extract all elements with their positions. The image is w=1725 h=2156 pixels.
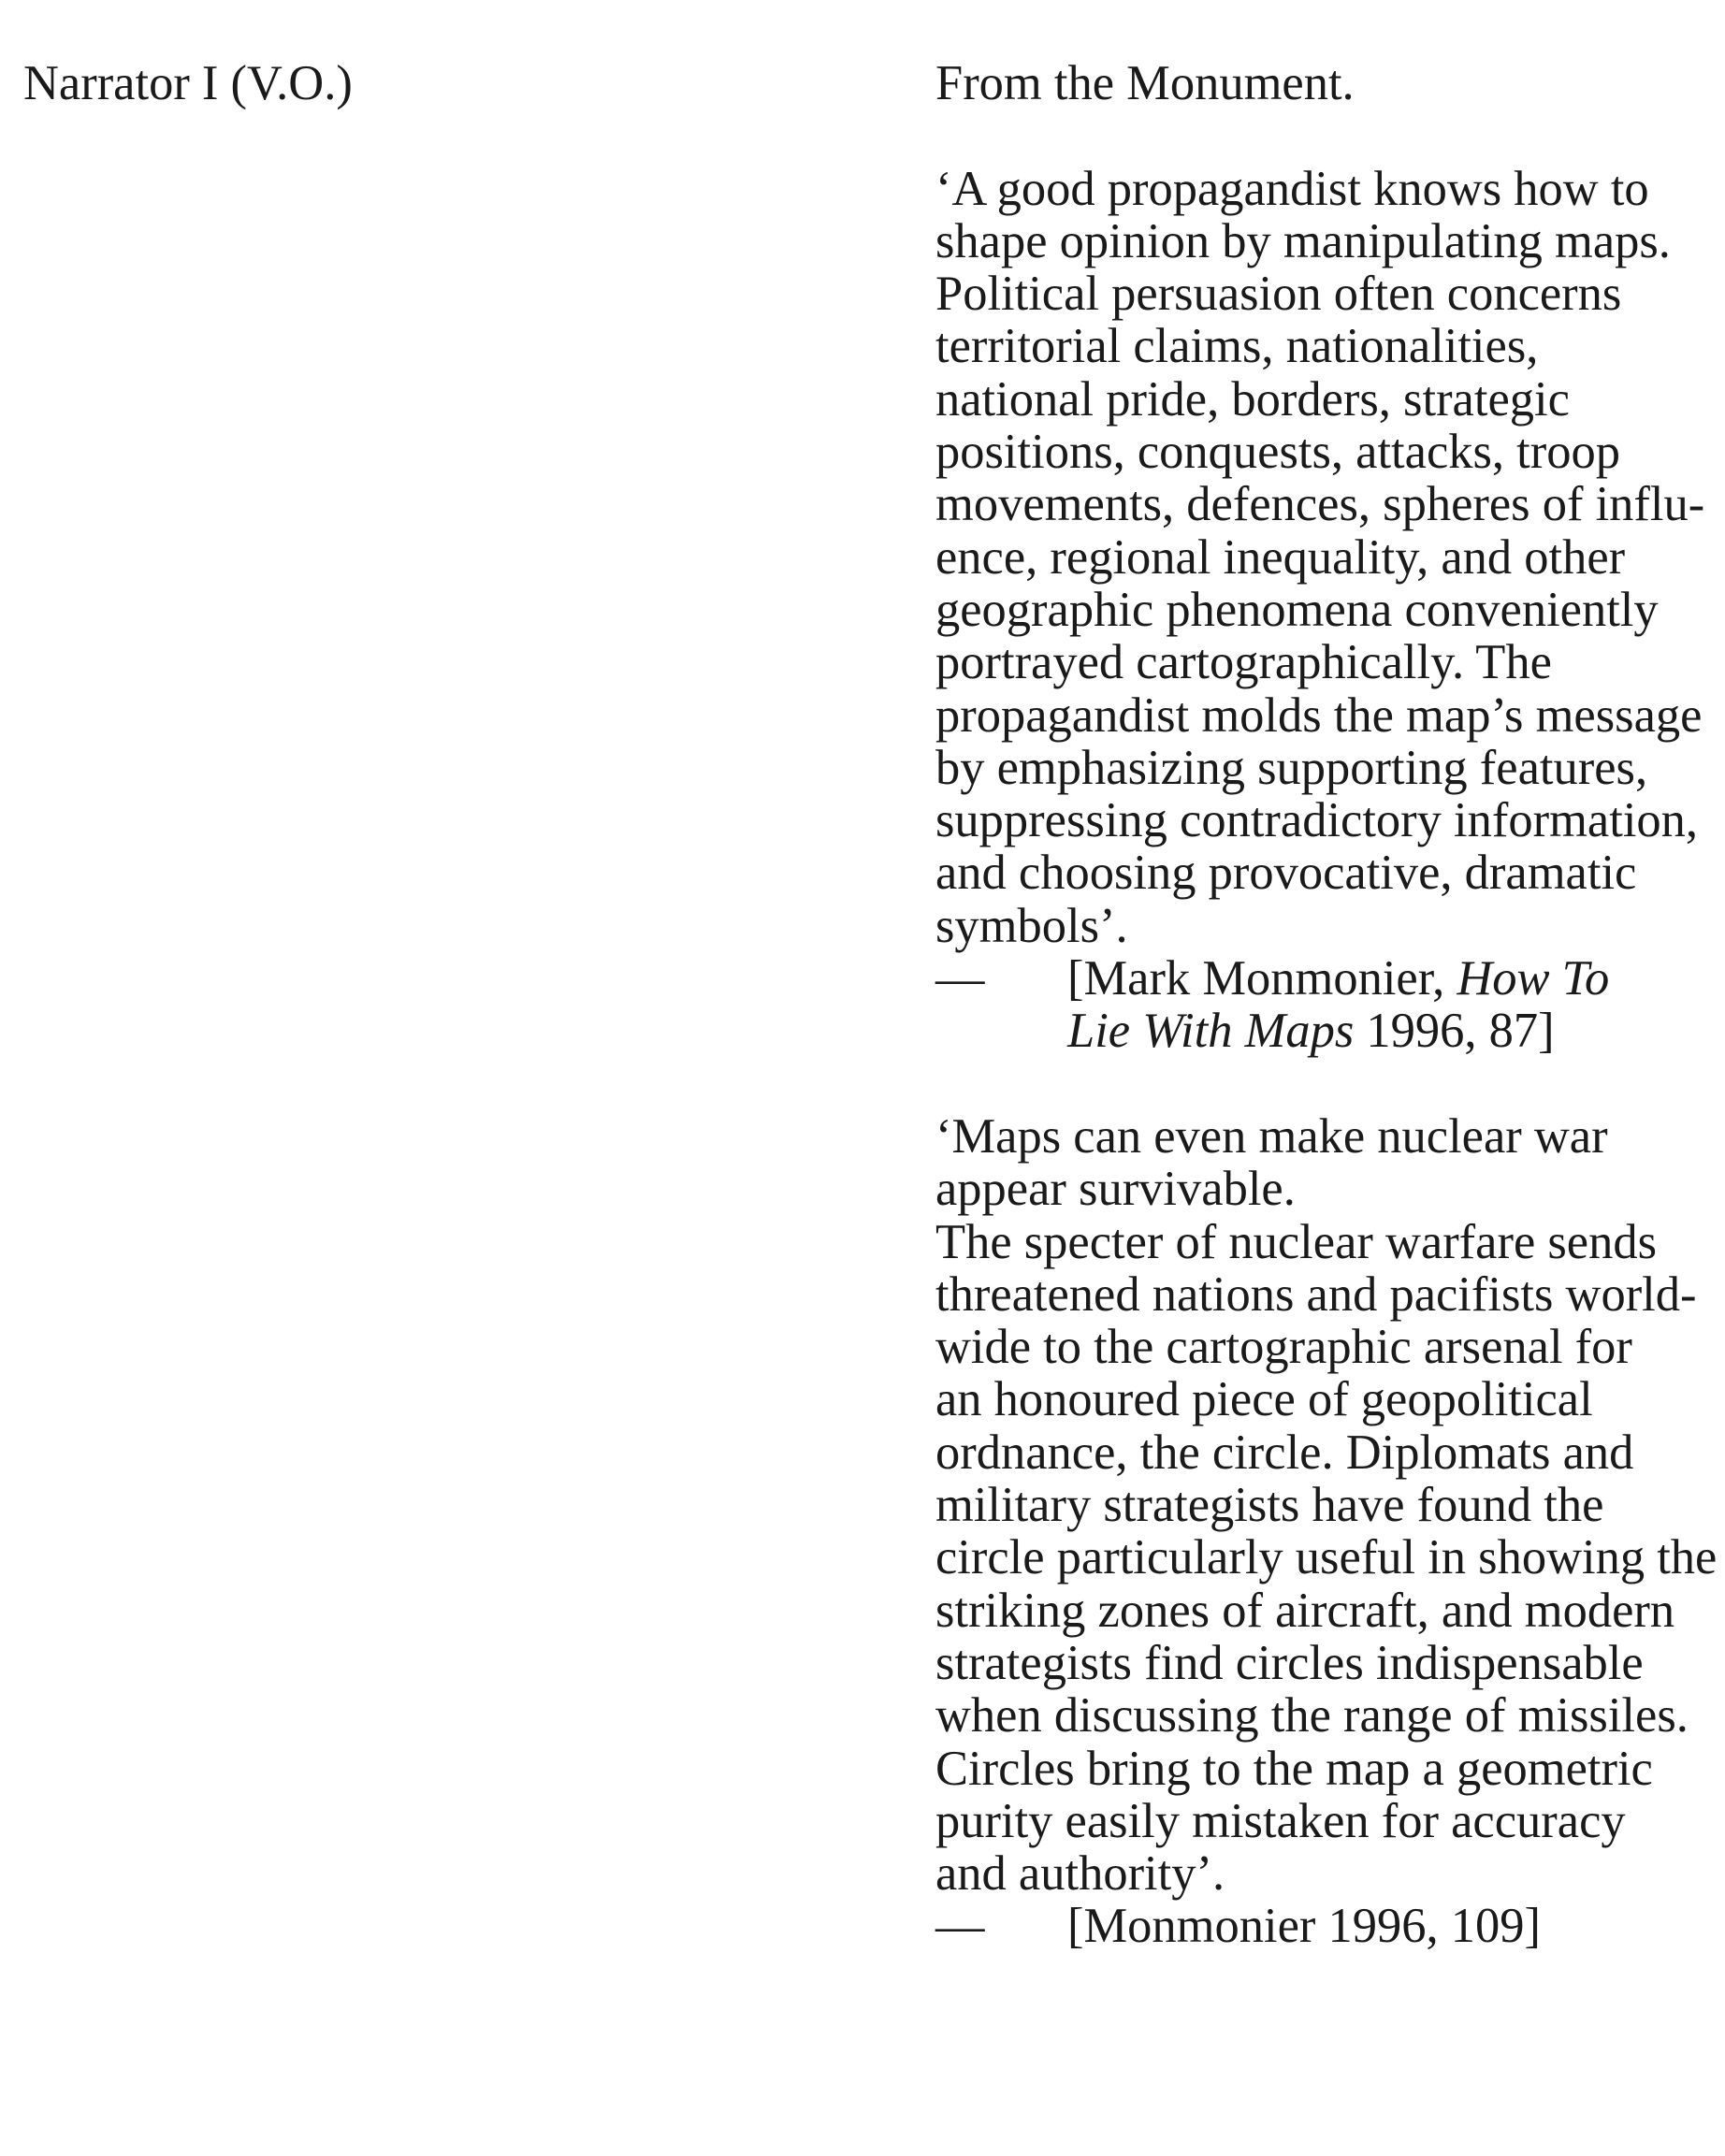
quote-line: military strategists have found the — [935, 1478, 1604, 1533]
citation-dash: — — [935, 1899, 985, 1954]
citation-1-line-2 — [935, 1005, 1721, 1057]
quote-line: strategists find circles indispensable — [935, 1635, 1644, 1690]
quote-line: geographic phenomena conveniently — [935, 582, 1659, 637]
quote-line: symbols’. — [935, 898, 1128, 953]
quote-line: portrayed cartographically. The — [935, 635, 1552, 690]
quote-1 — [935, 163, 1721, 1058]
paragraph-spacer — [935, 109, 1721, 162]
quote-line: ordnance, the circle. Diplomats and — [935, 1425, 1634, 1480]
quote-line: shape opinion by manipulating maps. — [935, 213, 1671, 268]
quote-line: propagandist molds the map’s message — [935, 687, 1703, 743]
quote-line: and authority’. — [935, 1846, 1225, 1902]
quote-line: ence, regional inequality, and other — [935, 529, 1626, 585]
quote-line: an honoured piece of geopolitical — [935, 1372, 1593, 1427]
citation-2-line-1 — [935, 1900, 1721, 1952]
citation-1-line-1 — [935, 952, 1721, 1005]
citation-title-part-1: How To — [1457, 951, 1610, 1006]
quote-line: appear survivable. — [935, 1162, 1296, 1217]
intro-line: From the Monument. — [935, 56, 1355, 110]
quote-line: national pride, borders, strategic — [935, 371, 1570, 427]
quote-line: wide to the cartographic arsenal for — [935, 1320, 1632, 1375]
citation-text — [1067, 952, 1609, 1005]
citation-author: [Mark Monmonier, — [1067, 951, 1457, 1006]
quote-2 — [935, 1110, 1721, 1953]
citation-dash: — — [935, 951, 985, 1006]
quote-line: and choosing provocative, dramatic — [935, 846, 1637, 901]
quote-line: ‘Maps can even make nuclear war — [935, 1108, 1608, 1164]
dialogue-column — [935, 57, 1721, 1953]
quote-line: when discussing the range of missiles. — [935, 1688, 1689, 1744]
citation-text: [Monmonier 1996, 109] — [1067, 1899, 1541, 1954]
speaker-label: Narrator I (V.O.) — [23, 56, 353, 110]
quote-line: purity easily mistaken for accuracy — [935, 1793, 1626, 1848]
quote-line: circle particularly useful in showing the — [935, 1530, 1718, 1585]
quote-line: Political persuasion often concerns — [935, 267, 1622, 322]
quote-line: positions, conquests, attacks, troop — [935, 425, 1621, 480]
quote-line: The specter of nuclear warfare sends — [935, 1214, 1658, 1269]
quote-line: threatened nations and pacifists world- — [935, 1266, 1697, 1322]
citation-title-part-2: Lie With Maps — [1067, 1004, 1355, 1059]
citation-text — [1067, 1005, 1555, 1057]
citation-year-page: 1996, 87] — [1354, 1004, 1555, 1059]
quote-line: suppressing contradictory information, — [935, 793, 1699, 848]
quote-line: ‘A good propagandist knows how to — [935, 161, 1649, 216]
quote-line: by emphasizing supporting features, — [935, 740, 1648, 795]
paragraph-spacer — [935, 1058, 1721, 1110]
quote-line: striking zones of aircraft, and modern — [935, 1583, 1675, 1638]
quote-line: movements, defences, spheres of influ- — [935, 477, 1705, 532]
quote-line: Circles bring to the map a geometric — [935, 1741, 1653, 1796]
quote-line: territorial claims, nationalities, — [935, 319, 1539, 374]
